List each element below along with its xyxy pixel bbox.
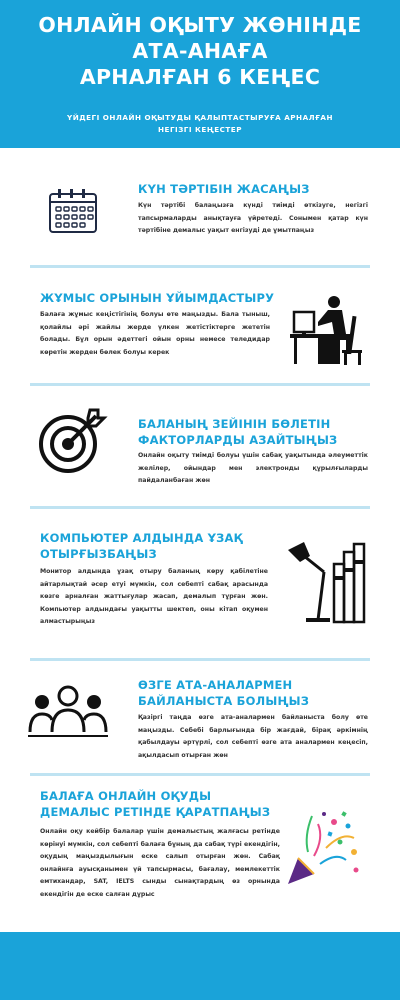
title-line: ОНЛАЙН ОҚЫТУ ЖӨНІНДЕ bbox=[38, 13, 362, 37]
divider bbox=[30, 265, 370, 268]
section-title bbox=[40, 530, 280, 562]
divider bbox=[30, 506, 370, 509]
subtitle-line: ҮЙДЕГІ ОНЛАЙН ОҚЫТУДЫ ҚАЛЫПТАСТЫРУҒА АРНАЛҒАН bbox=[67, 113, 333, 122]
section-title-line: КҮН ТӘРТІБІН ЖАСАҢЫЗ bbox=[138, 182, 310, 196]
divider bbox=[30, 383, 370, 386]
section-title-line: ЖҰМЫС ОРЫНЫН ҰЙЫМДАСТЫРУ bbox=[40, 291, 275, 305]
group-of-people-icon bbox=[28, 684, 108, 740]
section-title-line: БАЛАНЫҢ ЗЕЙІНІН БӨЛЕТІН bbox=[138, 417, 331, 431]
divider bbox=[30, 658, 370, 661]
section-body: Онлайн оқыту тиімді болуы үшін сабақ уақытында әлеуметтік желілер, ойындар мен электронды құрылғыларды пайдаланбаған жөн bbox=[138, 452, 368, 484]
section-title-line: ӨЗГЕ АТА-АНАЛАРМЕН bbox=[138, 678, 293, 692]
section-body: Онлайн оқу кейбір балалар үшін демалыстың жалғасы ретінде көрінуі мүмкін, сол себепті балаға бұның да сабақ түрі екендігін, оқудың маңыздылығын еске салып отырған жөн. Сабақ онлайнға ауысқанымен үй тапсырмасы, бағалау, мемлекеттік емтихандар, SAT, IELTS сынды сынақтардың өз орнында екендігін де еске салған дұрыс bbox=[40, 828, 280, 898]
section-title bbox=[40, 290, 280, 306]
section-title bbox=[138, 181, 368, 197]
section-title-line: ДЕМАЛЫС РЕТІНДЕ ҚАРАТПАҢЫЗ bbox=[40, 805, 271, 819]
calendar-icon bbox=[48, 188, 98, 234]
target-icon bbox=[38, 406, 108, 476]
desk-lamp-books-icon bbox=[284, 540, 368, 624]
footer-band bbox=[0, 932, 400, 1000]
divider bbox=[30, 773, 370, 776]
section-body: Күн тәртібі балаңызға күнді тиімді өткізуге, негізгі тапсырмаларды анықтауға үйретеді. Сонымен қатар күн тәртібіне демалыс уақыт енгізуді де ұмытпаңыз bbox=[138, 202, 368, 234]
section-title bbox=[40, 788, 280, 820]
header-banner bbox=[0, 0, 400, 148]
section-title-line: БАЛАҒА ОНЛАЙН ОҚУДЫ bbox=[40, 789, 212, 803]
subtitle-line: НЕГІЗГІ КЕҢЕСТЕР bbox=[158, 125, 242, 134]
section-body: Қазіргі таңда өзге ата-аналармен байланыста болу өте маңызды. Себебі барлығында бір жағдай, бірақ әркімнің қабылдауы әртүрлі, сол себепті өзге ата аналармен кеңесіп, ақылдасып отырған жөн bbox=[138, 714, 368, 759]
party-popper-icon bbox=[284, 808, 364, 888]
title-line: АРНАЛҒАН 6 КЕҢЕС bbox=[79, 65, 321, 89]
page-subtitle bbox=[30, 112, 370, 136]
section-title bbox=[138, 416, 368, 448]
section-title-line: КОМПЬЮТЕР АЛДЫНДА ҰЗАҚ bbox=[40, 531, 243, 545]
section-title-line: ФАКТОРЛАРДЫ АЗАЙТЫҢЫЗ bbox=[138, 433, 338, 447]
section-title-line: ОТЫРҒЫЗБАҢЫЗ bbox=[40, 547, 157, 561]
section-body: Монитор алдында ұзақ отыру баланың көру қабілетіне айтарлықтай әсер етуі мүмкін, сол себепті сабақ арасында көзге арналған жаттығулар жасап, демалып тұрған жөн. Компьютер алдындағы уақытты шектеп, оны кітап оқумен алмастырыңыз bbox=[40, 568, 268, 625]
page-title bbox=[10, 12, 390, 90]
person-at-desk-icon bbox=[288, 294, 368, 366]
section-title bbox=[138, 677, 368, 709]
title-line: АТА-АНАҒА bbox=[132, 39, 268, 63]
section-body: Балаға жұмыс кеңістігінің болуы өте маңызды. Бала тыныш, қолайлы әрі жайлы жерде үлкен жетістіктерге жететін болады. Бұл орын әдеттегі ойын орны немесе теледидар көретін жерден бөлек болуы керек bbox=[40, 311, 270, 356]
section-title-line: БАЙЛАНЫСТА БОЛЫҢЫЗ bbox=[138, 694, 310, 708]
